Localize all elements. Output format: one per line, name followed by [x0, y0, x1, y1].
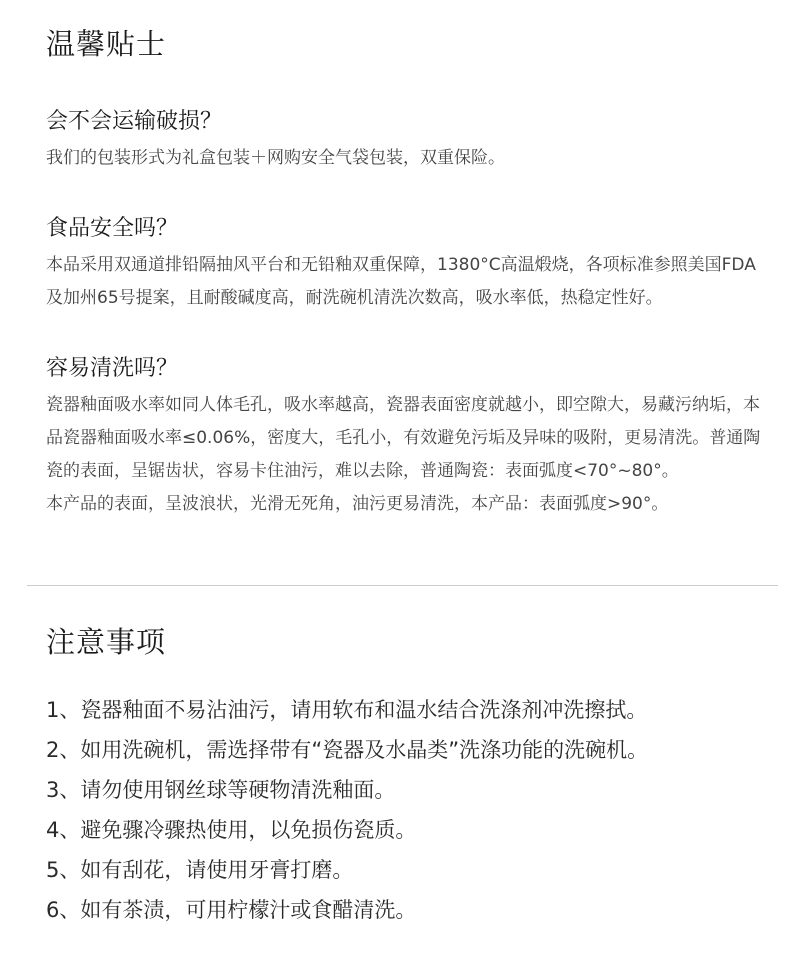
question-shipping: 会不会运输破损？ [46, 109, 223, 134]
answer-shipping: 我们的包装形式为礼盒包装＋网购安全气袋包装，双重保险。 [46, 148, 505, 168]
section-divider [27, 585, 778, 586]
answer-food-safety: 本品采用双通道排铅隔抽风平台和无铅釉双重保障，1380°C高温煅烧，各项标准参照美国FDA及加州65号提案，且耐酸碱度高，耐洗碗机清洗次数高，吸水率低，热稳定性好。 [46, 255, 756, 308]
qa-food-safety [46, 213, 770, 315]
note-item: 2、如用洗碗机，需选择带有“瓷器及水晶类”洗涤功能的洗碗机。 [46, 738, 649, 762]
qa-shipping [46, 106, 770, 175]
question-food-safety: 食品安全吗？ [46, 216, 179, 241]
notes-title: 注意事项 [46, 625, 167, 659]
tips-section [46, 22, 770, 559]
qa-cleaning [46, 353, 770, 521]
note-item: 5、如有刮花，请使用牙膏打磨。 [46, 858, 354, 882]
answer-cleaning-2: 本产品的表面，呈波浪状，光滑无死角，油污更易清洗，本产品：表面弧度>90°。 [46, 494, 669, 514]
note-item: 3、请勿使用钢丝球等硬物清洗釉面。 [46, 778, 396, 802]
note-item: 6、如有茶渍，可用柠檬汁或食醋清洗。 [46, 898, 417, 922]
notes-section [46, 620, 770, 930]
tips-title: 温馨贴士 [46, 27, 167, 61]
note-item: 4、避免骤冷骤热使用，以免损伤瓷质。 [46, 818, 417, 842]
question-cleaning: 容易清洗吗？ [46, 356, 179, 381]
note-item: 1、瓷器釉面不易沾油污，请用软布和温水结合洗涤剂冲洗擦拭。 [46, 698, 648, 722]
answer-cleaning-1: 瓷器釉面吸水率如同人体毛孔，吸水率越高，瓷器表面密度就越小，即空隙大，易藏污纳垢，本品瓷器釉面吸水率≤0.06%，密度大，毛孔小，有效避免污垢及异味的吸附，更易清洗。普通陶瓷的表面，呈锯齿状，容易卡住油污，难以去除，普通陶瓷：表面弧度<70°~80°。 [46, 395, 761, 481]
notes-list [46, 690, 770, 930]
